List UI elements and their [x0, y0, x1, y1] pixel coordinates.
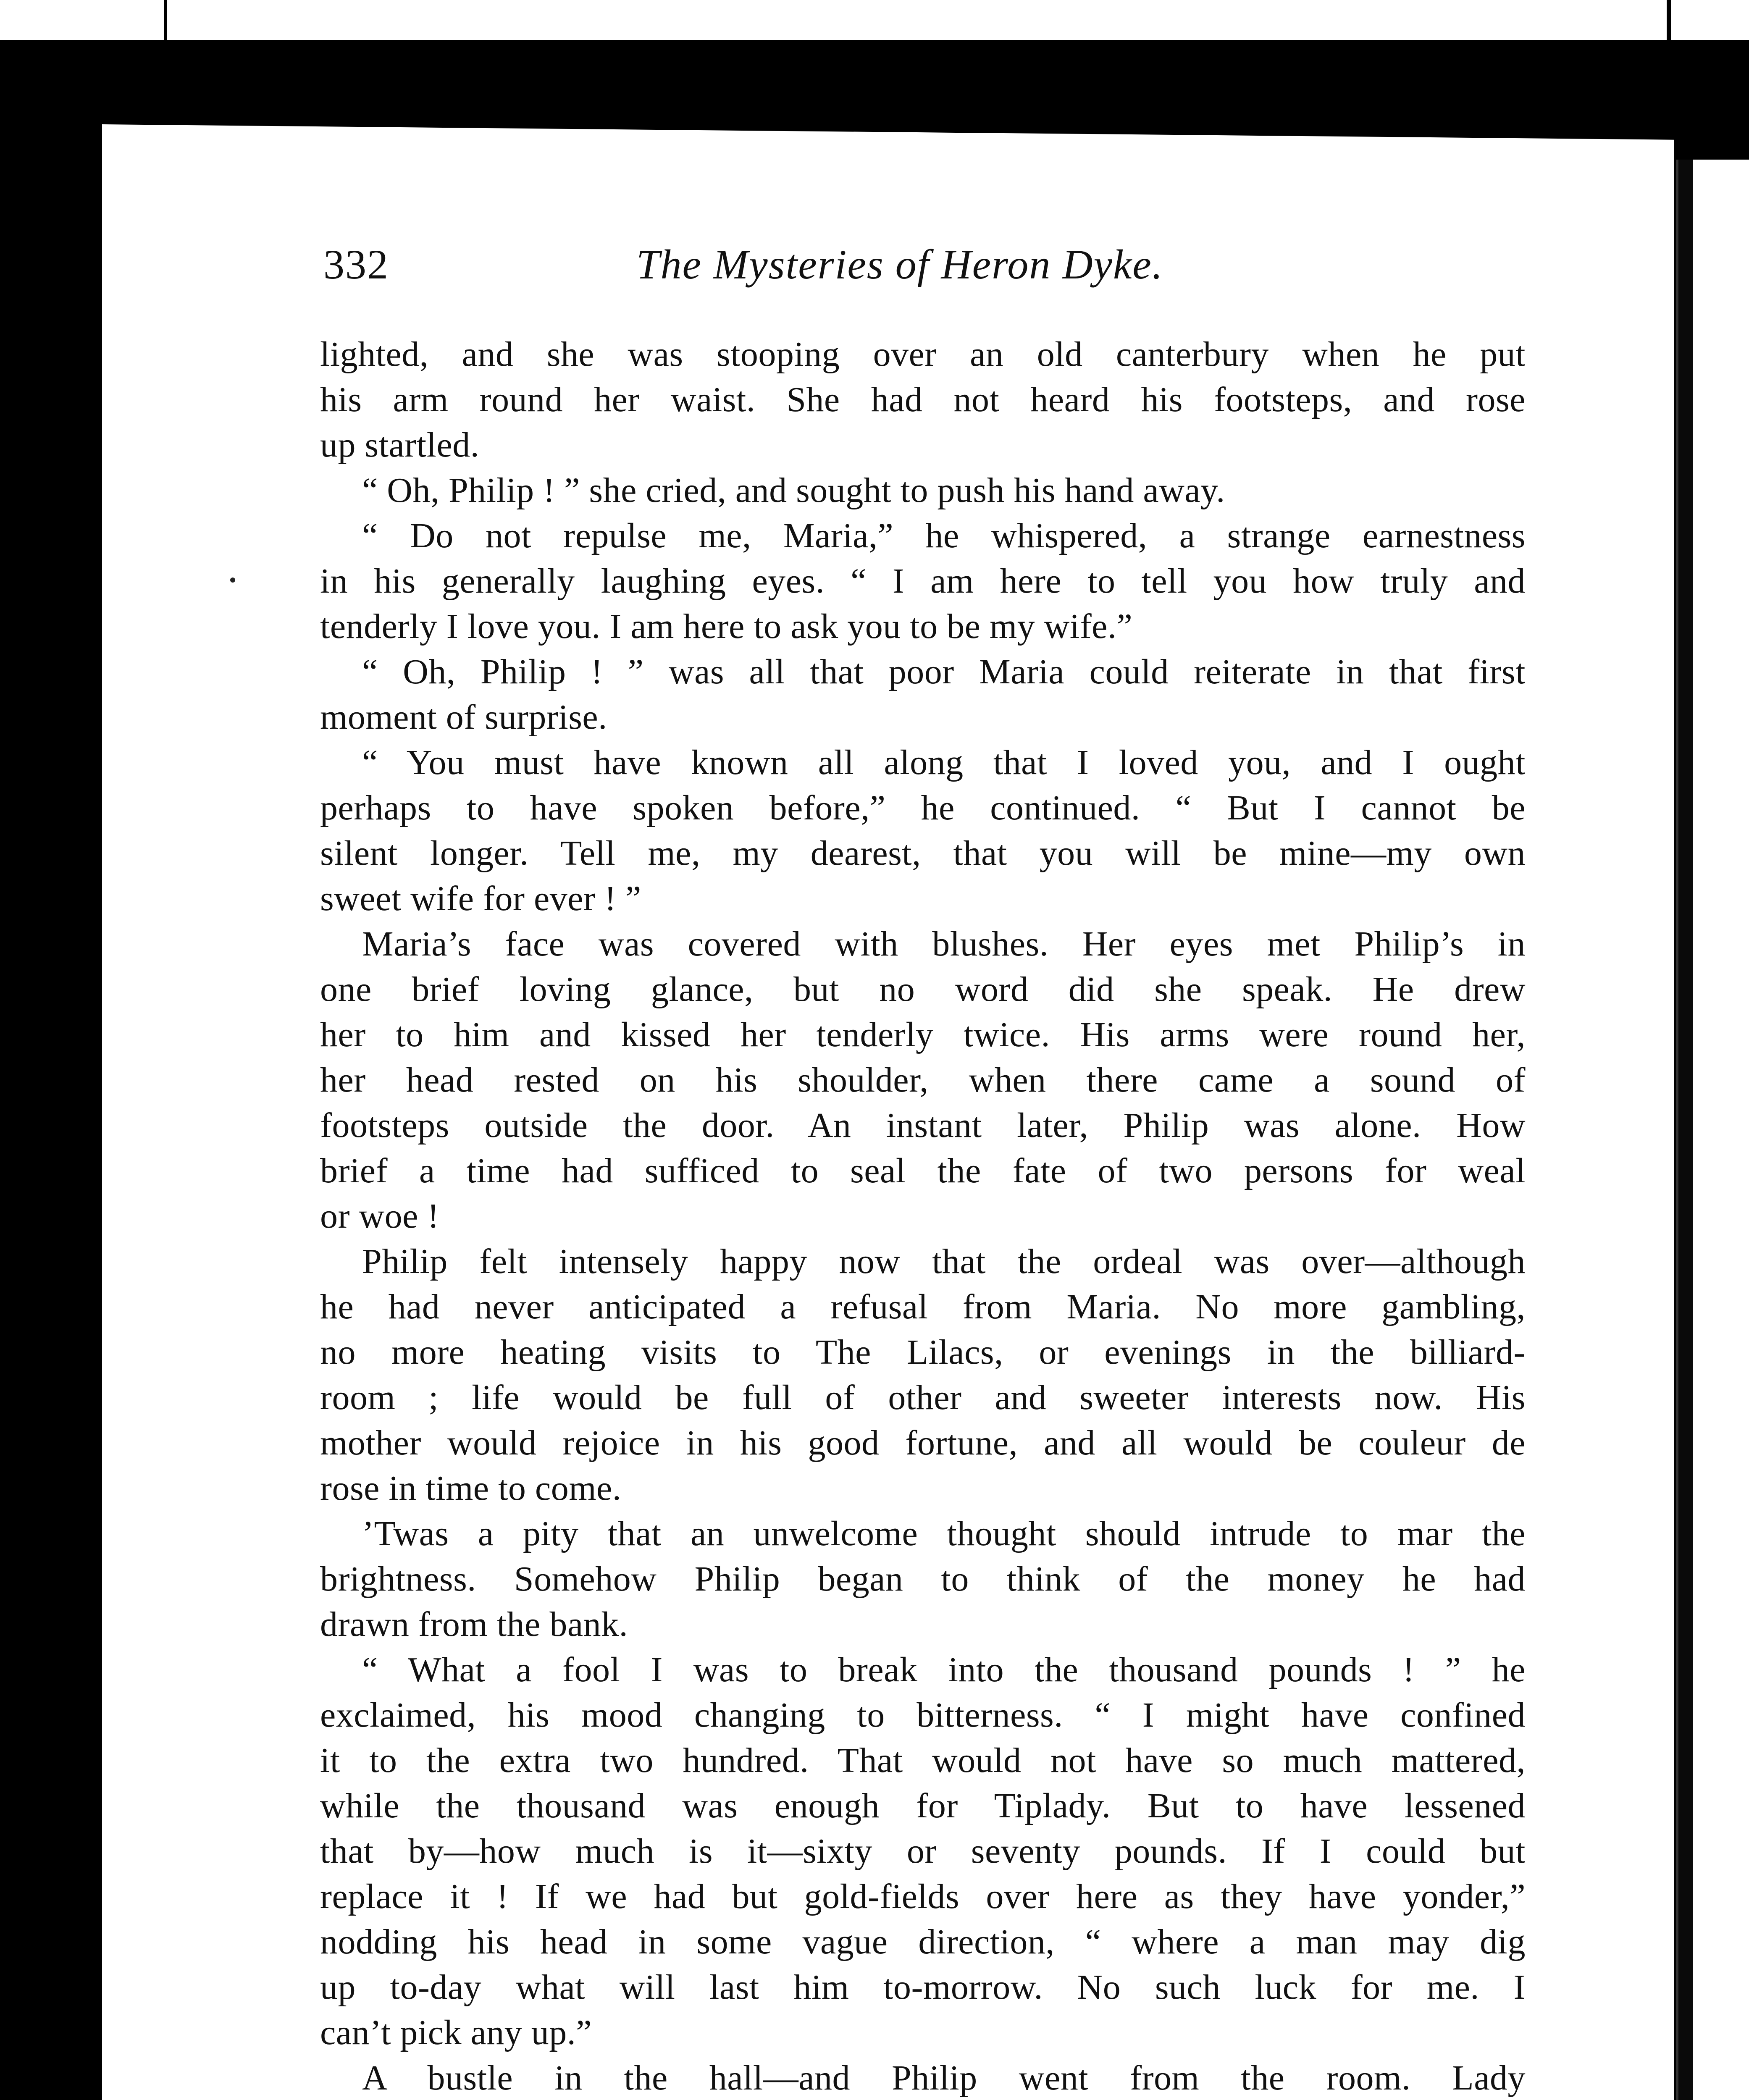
- text-line: her to him and kissed her tenderly twice. His arms were round her,: [320, 1015, 1526, 1054]
- text-line: mother would rejoice in his good fortune, and all would be couleur de: [320, 1423, 1526, 1462]
- body-text: [320, 332, 1526, 2100]
- running-title: The Mysteries of Heron Dyke.: [636, 241, 1163, 288]
- text-line: his arm round her waist. She had not heard his footsteps, and rose: [320, 380, 1526, 419]
- text-line: no more heating visits to The Lilacs, or evenings in the billiard-: [320, 1333, 1526, 1372]
- text-line: room ; life would be full of other and sweeter interests now. His: [320, 1378, 1526, 1417]
- scanner-edge-right: [1667, 0, 1671, 40]
- text-line: Philip felt intensely happy now that the ordeal was over—although: [362, 1242, 1526, 1281]
- text-line: can’t pick any up.”: [320, 2013, 592, 2052]
- next-page-edge: [1693, 160, 1749, 2100]
- text-line: ’Twas a pity that an unwelcome thought should intrude to mar the: [362, 1514, 1526, 1553]
- text-line: sweet wife for ever ! ”: [320, 879, 641, 918]
- text-line: he had never anticipated a refusal from Maria. No more gambling,: [320, 1287, 1526, 1326]
- text-line: her head rested on his shoulder, when there came a sound of: [320, 1060, 1526, 1100]
- text-line: “ Do not repulse me, Maria,” he whispered, a strange earnestness: [362, 516, 1526, 555]
- text-line: that by—how much is it—sixty or seventy pounds. If I could but: [320, 1832, 1526, 1871]
- text-line: exclaimed, his mood changing to bitterness. “ I might have confined: [320, 1696, 1526, 1735]
- text-line: nodding his head in some vague direction, “ where a man may dig: [320, 1922, 1526, 1961]
- text-line: one brief loving glance, but no word did she speak. He drew: [320, 970, 1526, 1009]
- text-line: up startled.: [320, 425, 480, 465]
- text-line: “ What a fool I was to break into the thousand pounds ! ” he: [362, 1650, 1526, 1689]
- page-gutter-shadow: [1676, 160, 1694, 2100]
- text-line: rose in time to come.: [320, 1469, 622, 1508]
- text-line: moment of surprise.: [320, 698, 607, 737]
- running-head: [323, 233, 1542, 296]
- page-number: 332: [323, 241, 389, 288]
- text-line: “ Oh, Philip ! ” she cried, and sought to push his hand away.: [362, 471, 1225, 510]
- text-line: in his generally laughing eyes. “ I am here to tell you how truly and: [320, 562, 1526, 601]
- text-line: perhaps to have spoken before,” he continued. “ But I cannot be: [320, 788, 1526, 827]
- text-line: silent longer. Tell me, my dearest, that you will be mine—my own: [320, 834, 1526, 873]
- text-line: up to-day what will last him to-morrow. No such luck for me. I: [320, 1968, 1526, 2007]
- text-line: “ You must have known all along that I loved you, and I ought: [362, 743, 1526, 782]
- text-line: brief a time had sufficed to seal the fate of two persons for weal: [320, 1151, 1526, 1190]
- text-line: replace it ! If we had but gold-fields over here as they have yonder,”: [320, 1877, 1526, 1916]
- text-line: tenderly I love you. I am here to ask you to be my wife.”: [320, 607, 1133, 646]
- text-line: footsteps outside the door. An instant later, Philip was alone. How: [320, 1106, 1526, 1145]
- text-line: drawn from the bank.: [320, 1605, 628, 1644]
- text-line: A bustle in the hall—and Philip went from the room. Lady: [362, 2058, 1526, 2097]
- text-line: while the thousand was enough for Tiplady. But to have lessened: [320, 1786, 1526, 1825]
- text-line: brightness. Somehow Philip began to think of the money he had: [320, 1559, 1526, 1599]
- text-line: “ Oh, Philip ! ” was all that poor Maria could reiterate in that first: [362, 652, 1526, 691]
- text-line: Maria’s face was covered with blushes. Her eyes met Philip’s in: [362, 924, 1526, 963]
- text-line: it to the extra two hundred. That would not have so much mattered,: [320, 1741, 1526, 1780]
- text-line: lighted, and she was stooping over an old canterbury when he put: [320, 335, 1526, 374]
- scanner-edge-left: [164, 0, 167, 40]
- scanner-top-strip: [0, 0, 1749, 40]
- text-line: or woe !: [320, 1197, 439, 1236]
- stray-ink-mark: [230, 578, 235, 583]
